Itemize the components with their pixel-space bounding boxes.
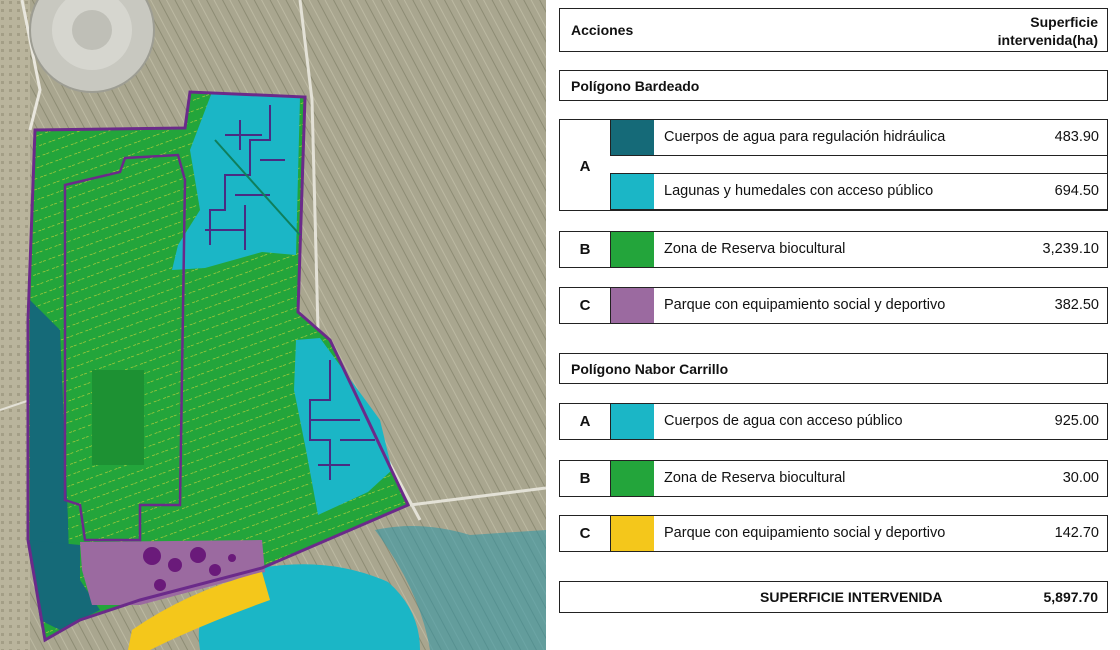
group-letter: B — [579, 241, 591, 258]
color-swatch — [611, 461, 654, 496]
section-title: Polígono Bardeado — [571, 78, 700, 94]
table-row — [610, 403, 1108, 440]
table-row — [610, 515, 1108, 552]
row-label: Parque con equipamiento social y deportivo — [664, 525, 946, 542]
row-value: 382.50 — [1054, 297, 1099, 313]
legend-table — [546, 0, 1120, 650]
group-bardeado-a — [559, 119, 1108, 211]
group-nabor-a — [559, 403, 1108, 440]
color-swatch — [611, 120, 654, 155]
row-label: Zona de Reserva biocultural — [664, 241, 846, 258]
section-nabor-carrillo — [559, 353, 1108, 384]
header-area-line2: intervenida(ha) — [997, 32, 1098, 48]
map-canvas — [0, 0, 546, 650]
color-swatch — [611, 288, 654, 323]
row-label: Parque con equipamiento social y deportivo — [664, 297, 946, 314]
color-swatch — [611, 232, 654, 267]
table-row — [610, 173, 1108, 210]
group-letter: A — [579, 413, 591, 430]
row-value: 483.90 — [1054, 129, 1099, 145]
row-value: 694.50 — [1054, 183, 1099, 199]
row-value: 3,239.10 — [1042, 241, 1099, 257]
urban-area — [0, 0, 30, 650]
color-swatch — [611, 174, 654, 209]
row-label: Cuerpos de agua para regulación hidráulica — [664, 129, 946, 146]
row-label: Zona de Reserva biocultural — [664, 470, 846, 487]
row-value: 142.70 — [1054, 525, 1099, 541]
section-title: Polígono Nabor Carrillo — [571, 361, 729, 377]
group-letter: C — [579, 525, 591, 542]
row-label: Lagunas y humedales con acceso público — [664, 183, 934, 200]
row-value: 30.00 — [1062, 470, 1099, 486]
total-value: 5,897.70 — [1043, 589, 1098, 605]
table-row — [610, 231, 1108, 268]
section-bardeado — [559, 70, 1108, 101]
total-label: SUPERFICIE INTERVENIDA — [760, 589, 943, 605]
group-letter: C — [579, 297, 591, 314]
group-letter: A — [579, 158, 591, 175]
group-nabor-b — [559, 460, 1108, 497]
site-map — [0, 0, 546, 650]
total-row — [559, 581, 1108, 613]
group-nabor-c — [559, 515, 1108, 552]
group-letter: B — [579, 470, 591, 487]
color-swatch — [611, 516, 654, 551]
header-area-line1: Superficie — [1030, 14, 1098, 30]
reserve-block — [92, 370, 144, 465]
table-row — [610, 287, 1108, 324]
row-label: Cuerpos de agua con acceso público — [664, 413, 903, 430]
group-bardeado-c — [559, 287, 1108, 324]
header-area — [998, 13, 1098, 49]
row-value: 925.00 — [1054, 413, 1099, 429]
table-row — [610, 460, 1108, 497]
header-actions: Acciones — [571, 22, 634, 38]
color-swatch — [611, 404, 654, 439]
table-header — [559, 8, 1108, 52]
group-bardeado-b — [559, 231, 1108, 268]
table-row — [610, 119, 1108, 156]
